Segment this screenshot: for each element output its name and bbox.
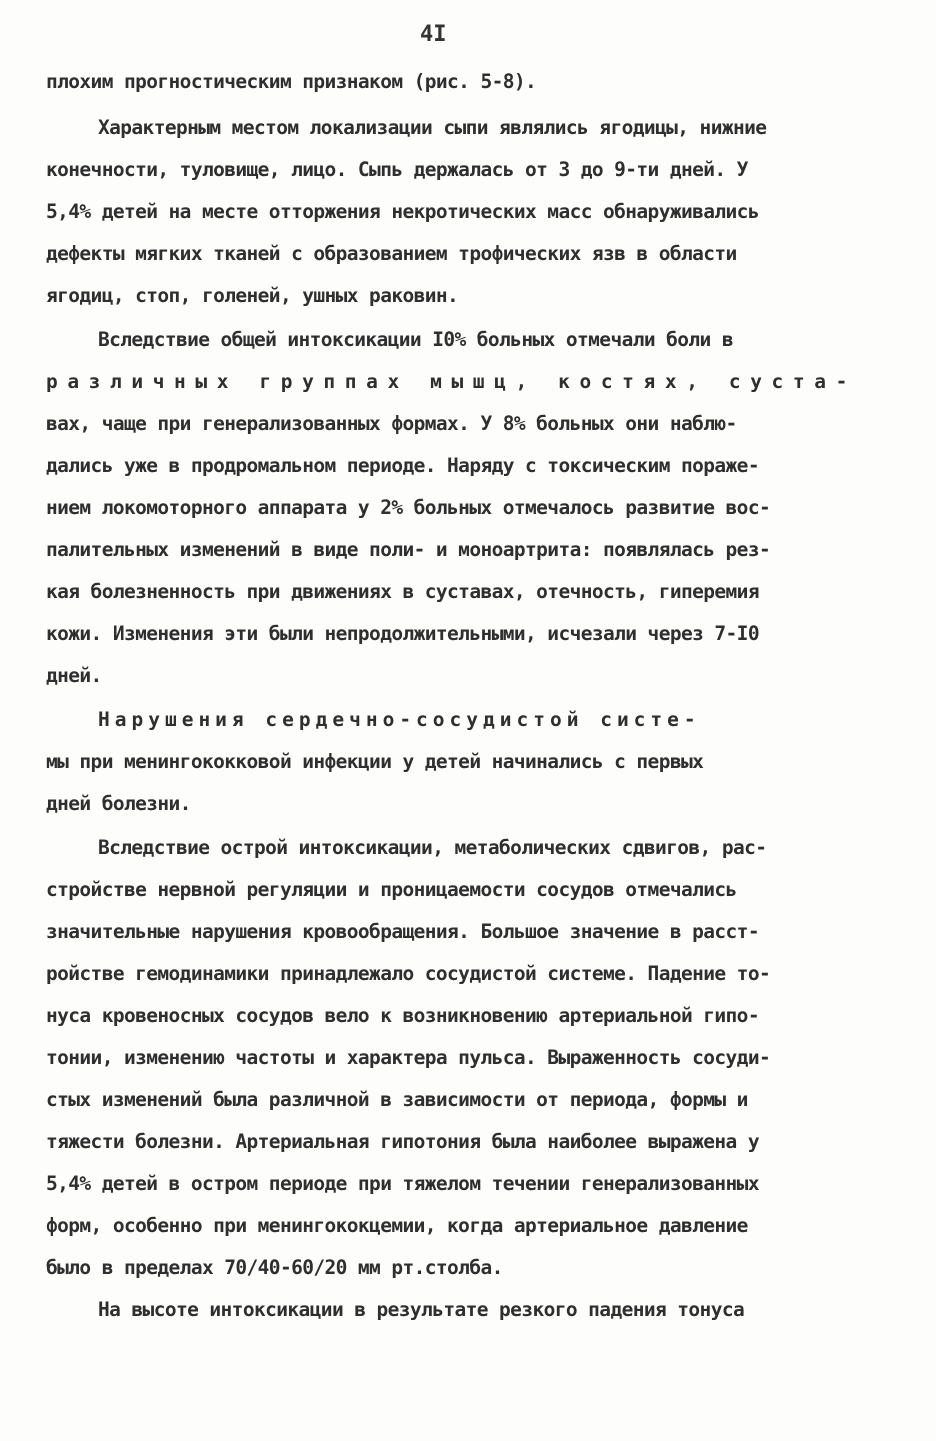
text-line: кая болезненность при движениях в суставах, отечность, гиперемия	[46, 580, 759, 603]
text-line: форм, особенно при менингококцемии, когда артериальное давление	[46, 1214, 748, 1237]
text-line: значительные нарушения кровообращения. Большое значение в расст-	[46, 920, 759, 943]
text-line: Вследствие общей интоксикации I0% больных отмечали боли в	[98, 328, 733, 351]
text-line: Вследствие острой интоксикации, метаболических сдвигов, рас-	[98, 836, 767, 859]
text-line: нуса кровеносных сосудов вело к возникновению артериальной гипо-	[46, 1004, 759, 1027]
text-line: тяжести болезни. Артериальная гипотония была наиболее выражена у	[46, 1130, 759, 1153]
text-line: конечности, туловище, лицо. Сыпь держалась от 3 до 9-ти дней. У	[46, 158, 748, 181]
text-line: тонии, изменению частоты и характера пульса. Выраженность сосуди-	[46, 1046, 771, 1069]
text-line: нием локомоторного аппарата у 2% больных отмечалось развитие вос-	[46, 496, 771, 519]
text-line: Характерным местом локализации сыпи являлись ягодицы, нижние	[98, 116, 767, 139]
text-line: стых изменений была различной в зависимости от периода, формы и	[46, 1088, 748, 1111]
text-line: Нарушения сердечно-сосудистой систе-	[98, 708, 701, 731]
text-line: было в пределах 70/40-60/20 мм рт.столба.	[46, 1256, 503, 1279]
page-number: 4I	[420, 22, 447, 47]
text-line: вах, чаще при генерализованных формах. У 8% больных они наблю-	[46, 412, 737, 435]
text-line: ройстве гемодинамики принадлежало сосудистой системе. Падение то-	[46, 962, 771, 985]
text-line: дались уже в продромальном периоде. Наряду с токсическим пораже-	[46, 454, 759, 477]
text-line: дней.	[46, 664, 102, 687]
text-line: ягодиц, стоп, голеней, ушных раковин.	[46, 284, 459, 307]
text-line: стройстве нервной регуляции и проницаемости сосудов отмечались	[46, 878, 737, 901]
text-line: На высоте интоксикации в результате резкого падения тонуса	[98, 1298, 745, 1321]
text-line: мы при менингококковой инфекции у детей начинались с первых	[46, 750, 704, 773]
text-line: различных группах мышц, костях, сустa-	[46, 370, 857, 393]
text-line: 5,4% детей в остром периоде при тяжелом течении генерализованных	[46, 1172, 759, 1195]
text-line: плохим прогностическим признаком (рис. 5-8).	[46, 70, 537, 93]
text-line: кожи. Изменения эти были непродолжительными, исчезали через 7-I0	[46, 622, 759, 645]
text-line: дефекты мягких тканей с образованием трофических язв в области	[46, 242, 737, 265]
text-line: 5,4% детей на месте отторжения некротических масс обнаруживались	[46, 200, 759, 223]
text-line: дней болезни.	[46, 792, 191, 815]
text-line: палительных изменений в виде поли- и моноартрита: появлялась рез-	[46, 538, 771, 561]
